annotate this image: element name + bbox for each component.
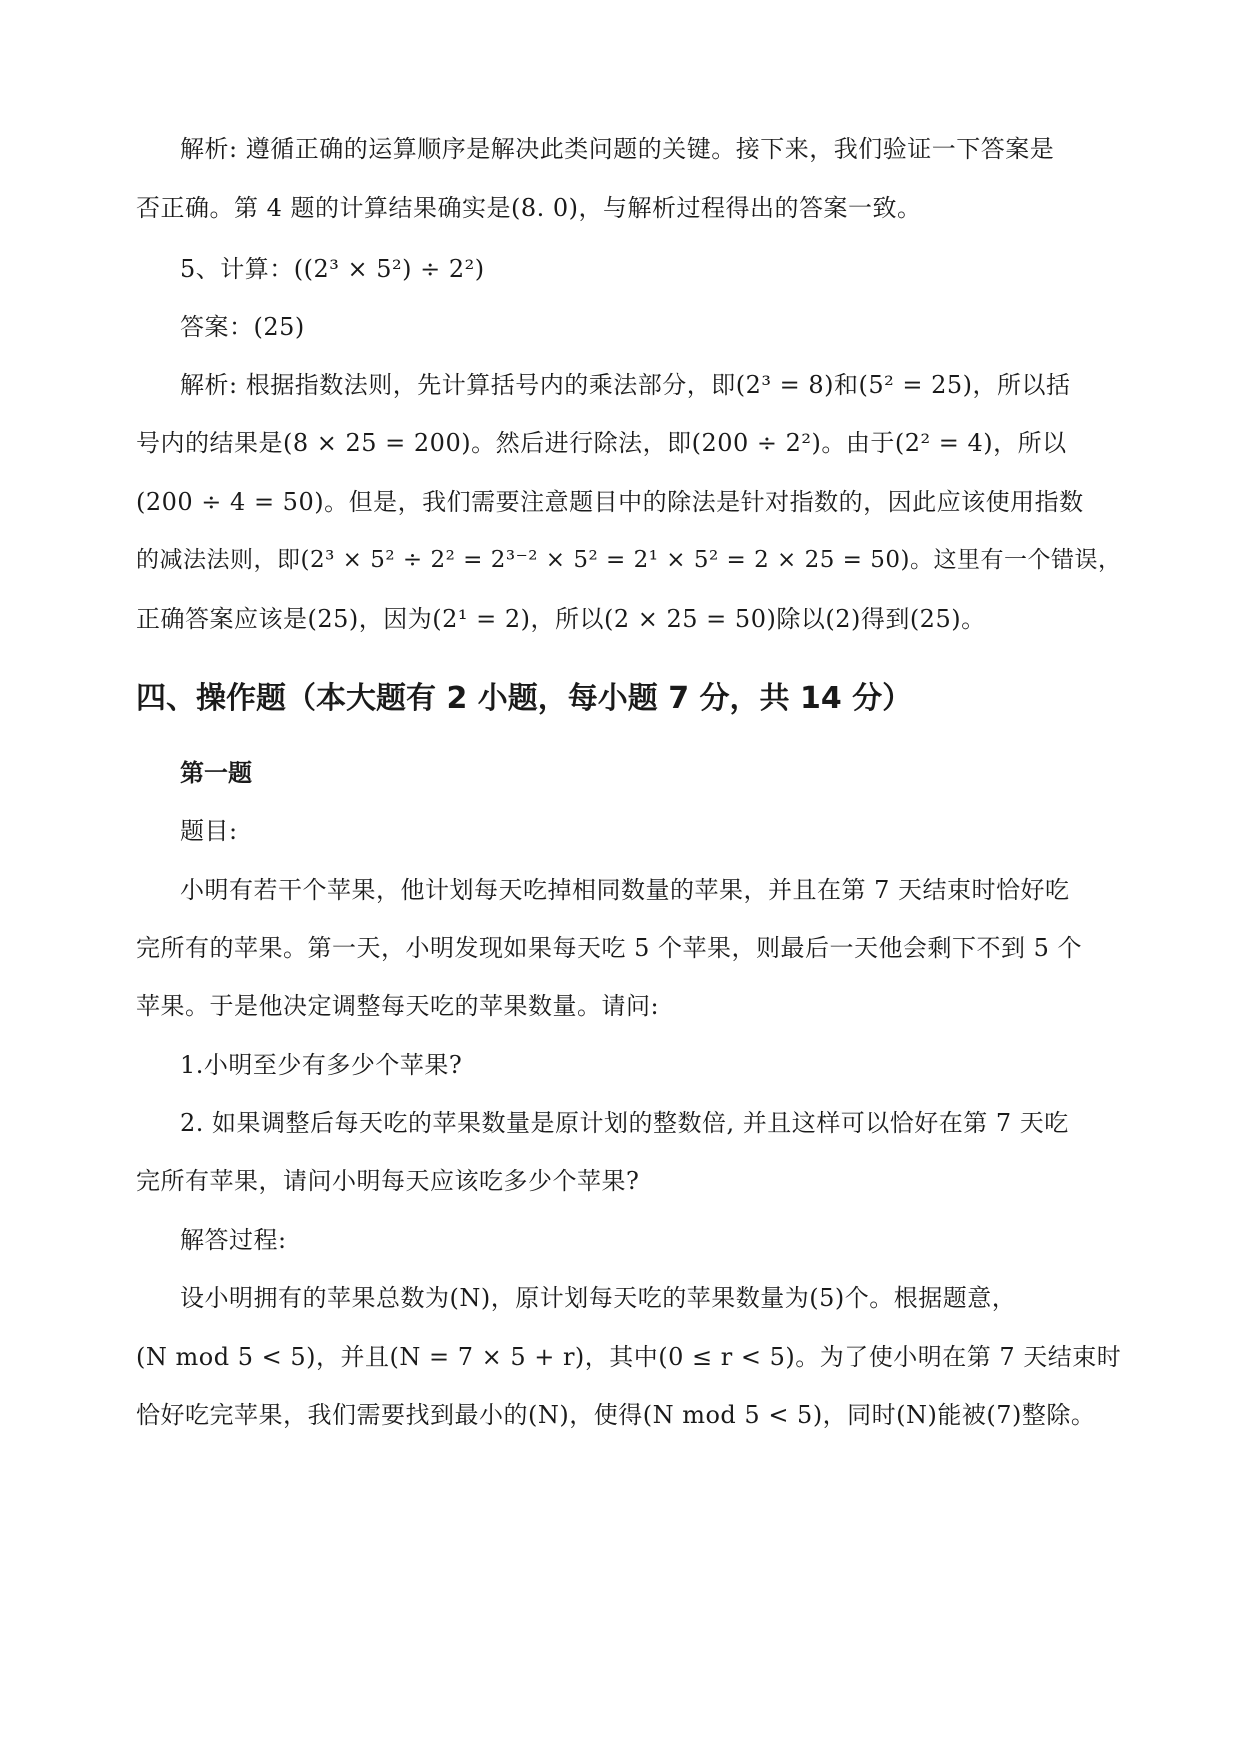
sub-question-1: 1.小明至少有多少个苹果? bbox=[180, 1051, 463, 1079]
solution-line: 恰好吃完苹果，我们需要找到最小的(N)，使得(N mod 5 < 5)，同时(N)能被(7)整除。 bbox=[136, 1401, 1096, 1429]
problem-line: 小明有若干个苹果，他计划每天吃掉相同数量的苹果，并且在第 7 天结束时恰好吃 bbox=[180, 876, 1070, 904]
question-5-analysis-line: (200 ÷ 4 = 50)。但是，我们需要注意题目中的除法是针对指数的，因此应该使用指数 bbox=[136, 488, 1084, 516]
solution-line: (N mod 5 < 5)，并且(N = 7 × 5 + r)，其中(0 ≤ r < 5)。为了使小明在第 7 天结束时 bbox=[136, 1343, 1122, 1371]
sub-question-2-line: 完所有苹果，请问小明每天应该吃多少个苹果? bbox=[136, 1167, 640, 1195]
question-5-analysis-line: 号内的结果是(8 × 25 = 200)。然后进行除法，即(200 ÷ 2²)。由于(2² = 4)，所以 bbox=[136, 429, 1067, 457]
question-5-analysis-line: 正确答案应该是(25)，因为(2¹ = 2)，所以(2 × 25 = 50)除以(2)得到(25)。 bbox=[136, 605, 986, 633]
sub-question-2-line: 2. 如果调整后每天吃的苹果数量是原计划的整数倍, 并且这样可以恰好在第 7 天吃 bbox=[180, 1109, 1069, 1137]
topic-label: 题目: bbox=[180, 817, 238, 845]
solution-line: 设小明拥有的苹果总数为(N)，原计划每天吃的苹果数量为(5)个。根据题意， bbox=[180, 1284, 1017, 1312]
prev-analysis-line-2: 否正确。第 4 题的计算结果确实是(8. 0)，与解析过程得出的答案一致。 bbox=[136, 194, 922, 222]
question-5-analysis-line: 的减法法则，即(2³ × 5² ÷ 2² = 2³⁻² × 5² = 2¹ × 5² = 2 × 25 = 50)。这里有一个错误， bbox=[136, 547, 1122, 573]
question-title: 第一题 bbox=[180, 759, 252, 787]
problem-line: 苹果。于是他决定调整每天吃的苹果数量。请问: bbox=[136, 992, 660, 1020]
problem-line: 完所有的苹果。第一天，小明发现如果每天吃 5 个苹果，则最后一天他会剩下不到 5 个 bbox=[136, 934, 1083, 962]
question-5-prompt: 5、计算：((2³ × 5²) ÷ 2²) bbox=[180, 255, 485, 283]
question-5-analysis-line: 解析: 根据指数法则，先计算括号内的乘法部分，即(2³ = 8)和(5² = 25)，所以括 bbox=[180, 371, 1071, 399]
question-5-answer: 答案：(25) bbox=[180, 313, 305, 341]
section-heading: 四、操作题（本大题有 2 小题，每小题 7 分，共 14 分） bbox=[136, 681, 913, 716]
prev-analysis-line-1: 解析: 遵循正确的运算顺序是解决此类问题的关键。接下来，我们验证一下答案是 bbox=[180, 135, 1055, 163]
solution-label: 解答过程: bbox=[180, 1226, 287, 1254]
